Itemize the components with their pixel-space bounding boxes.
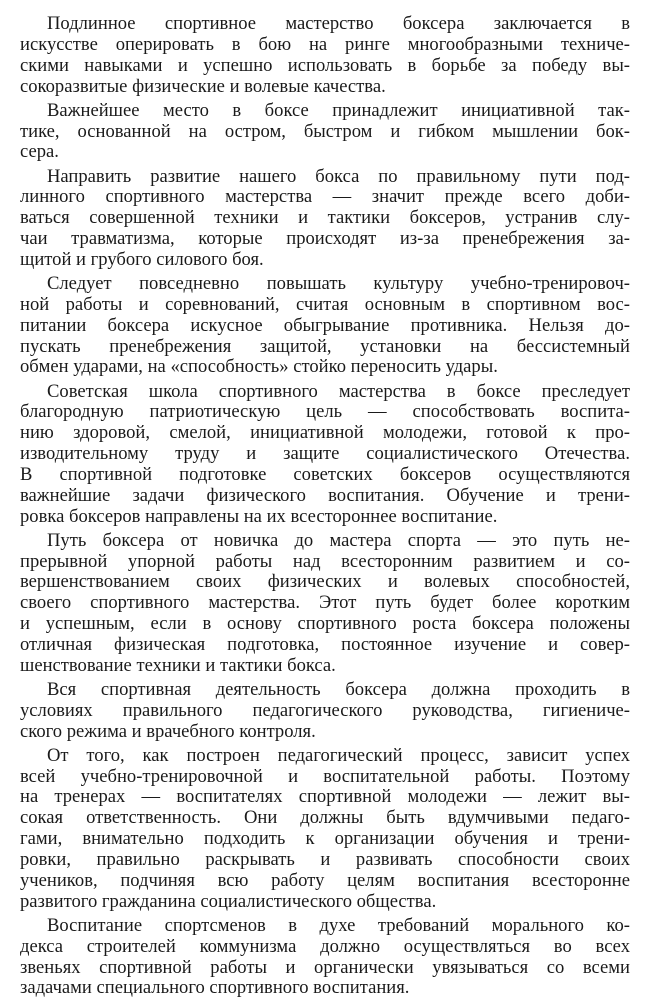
text-line: тике, основанной на остром, быстром и гибком мышлении бок- (20, 120, 630, 142)
text-line: прерывной упорной работы над всесторонним развитием и со- (20, 550, 630, 572)
text-line: и успешным, если в основу спортивного роста боксера положены (20, 613, 630, 635)
text-line: Воспитание спортсменов в духе требований морального ко- (47, 914, 630, 936)
text-line: развитого гражданина социалистического общества. (20, 890, 437, 912)
text-line: Путь боксера от новичка до мастера спорта — это путь не- (47, 529, 630, 551)
text-line: декса строителей коммунизма должно осуществляться во всех (20, 935, 630, 957)
text-line: сера. (20, 141, 59, 163)
paragraph-boxer-path (20, 531, 630, 677)
text-line: учеников, подчиняя всю работу целям воспитания всесторонне (20, 869, 630, 891)
text-line: В спортивной подготовке советских боксеров осуществляются (20, 463, 630, 485)
text-line: пускать пренебрежения защитой, установки на бессистемный (20, 335, 630, 357)
text-line: условиях правильного педагогического руководства, гигиениче- (20, 699, 630, 721)
text-line: Следует повседневно повышать культуру учебно-тренировоч- (47, 273, 630, 295)
paragraph-pedagogy (20, 746, 630, 913)
paragraph-soviet-school (20, 382, 630, 528)
text-line: Важнейшее место в боксе принадлежит инициативной так- (47, 99, 630, 121)
text-line: вершенствованием своих физических и волевых способностей, (20, 571, 630, 593)
paragraph-mastery (20, 14, 630, 97)
text-line: Подлинное спортивное мастерство боксера заключается в (47, 13, 630, 34)
text-line: От того, как построен педагогический процесс, зависит успех (47, 744, 630, 766)
text-line: Советская школа спортивного мастерства в боксе преследует (47, 380, 630, 402)
text-line: ровка боксеров направлены на их всестороннее воспитание. (20, 505, 498, 527)
text-line: щитой и грубого силового боя. (20, 248, 264, 270)
text-line: звеньях спортивной работы и органически увязываться со всеми (20, 956, 630, 978)
text-line: гами, внимательно подходить к организации обучения и трени- (20, 828, 630, 850)
text-line: Направить развитие нашего бокса по правильному пути под- (47, 165, 630, 187)
text-line: Вся спортивная деятельность боксера должна проходить в (47, 678, 630, 700)
paragraph-supervision (20, 680, 630, 743)
text-line: нию здоровой, смелой, инициативной молодежи, готовой к про- (20, 422, 630, 444)
text-line: ваться совершенной техники и тактики боксеров, устранив слу- (20, 207, 630, 229)
text-line: искусстве оперировать в бою на ринге многообразными техниче- (20, 33, 630, 55)
text-line: всей учебно-тренировочной и воспитательной работы. Поэтому (20, 765, 630, 787)
text-line: благородную патриотическую цель — способствовать воспита- (20, 401, 630, 423)
text-line: задачами специального спортивного воспитания. (20, 977, 410, 999)
text-line: линного спортивного мастерства — значит прежде всего доби- (20, 186, 630, 208)
text-line: скими навыками и успешно использовать в борьбе за победу вы- (20, 54, 630, 76)
paragraph-training-culture (20, 274, 630, 378)
text-line: на тренерах — воспитателях спортивной молодежи — лежит вы- (20, 786, 630, 808)
paragraph-moral-code (20, 916, 630, 999)
text-line: сокая ответственность. Они должны быть вдумчивыми педаго- (20, 807, 630, 829)
text-line: ной работы и соревнований, считая основным в спортивном вос- (20, 293, 630, 315)
paragraph-development (20, 167, 630, 271)
text-line: ровки, правильно раскрывать и развивать способности своих (20, 848, 630, 870)
paragraph-tactics (20, 101, 630, 164)
text-line: чаи травматизма, которые происходят из-за пренебрежения за- (20, 228, 630, 250)
text-line: шенствование техники и тактики бокса. (20, 654, 336, 676)
text-line: изводительному труду и защите социалистического Отечества. (20, 443, 630, 465)
text-line: сокоразвитые физические и волевые качества. (20, 75, 386, 97)
text-line: обмен ударами, на «способность» стойко переносить удары. (20, 356, 498, 378)
text-line: питании боксера искусное обыгрывание противника. Нельзя до- (20, 314, 630, 336)
text-line: отличная физическая подготовка, постоянное изучение и совер- (20, 633, 630, 655)
text-line: важнейшие задачи физического воспитания. Обучение и трени- (20, 484, 630, 506)
text-line: ского режима и врачебного контроля. (20, 720, 316, 742)
text-line: своего спортивного мастерства. Этот путь будет более коротким (20, 592, 630, 614)
